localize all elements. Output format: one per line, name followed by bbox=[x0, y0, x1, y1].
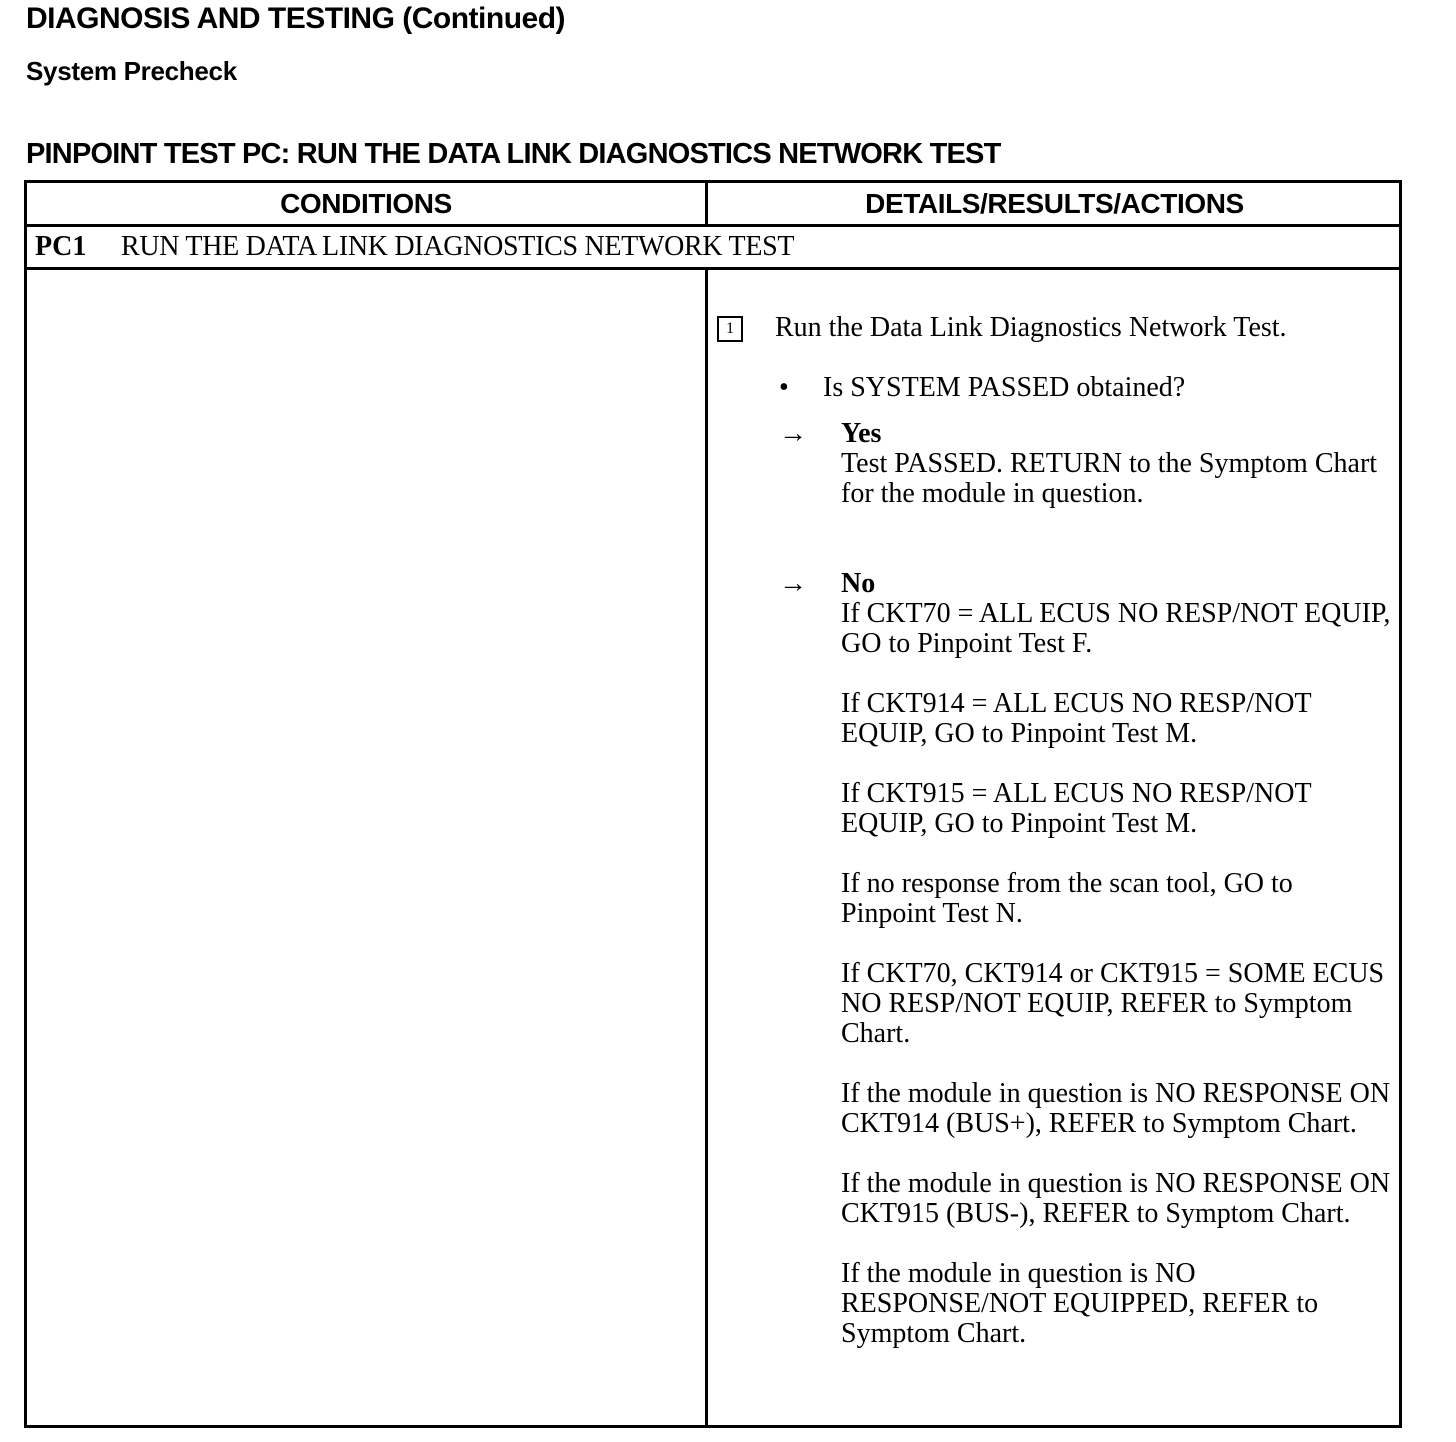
answer-no-item: If the module in question is NO RESPONSE/NOT EQUIPPED, REFER to Symptom Chart. bbox=[841, 1258, 1319, 1349]
step-question: Is SYSTEM PASSED obtained? bbox=[823, 372, 1186, 403]
column-divider bbox=[705, 183, 708, 227]
answer-no bbox=[841, 569, 1391, 1349]
arrow-right-icon: → bbox=[779, 568, 807, 599]
answer-yes bbox=[841, 419, 1391, 509]
section-subtitle: System Precheck bbox=[26, 56, 237, 86]
answer-no-label: No bbox=[841, 568, 876, 599]
answer-no-item: If CKT915 = ALL ECUS NO RESP/NOT EQUIP, GO to Pinpoint Test M. bbox=[841, 778, 1312, 839]
step-title: RUN THE DATA LINK DIAGNOSTICS NETWORK TEST bbox=[121, 231, 795, 262]
step-row bbox=[27, 227, 1399, 270]
step-id: PC1 bbox=[35, 231, 87, 262]
answer-no-item: If the module in question is NO RESPONSE ON CKT914 (BUS+), REFER to Symptom Chart. bbox=[841, 1078, 1391, 1139]
table-header-row bbox=[27, 183, 1399, 227]
column-divider bbox=[705, 270, 708, 1425]
bullet-icon: • bbox=[779, 372, 789, 403]
answer-yes-text: Test PASSED. RETURN to the Symptom Chart for the module in question. bbox=[841, 448, 1378, 509]
answer-no-item: If the module in question is NO RESPONSE ON CKT915 (BUS-), REFER to Symptom Chart. bbox=[841, 1168, 1391, 1229]
step-instruction: Run the Data Link Diagnostics Network Test. bbox=[775, 312, 1287, 343]
step-number-box: 1 bbox=[717, 316, 743, 342]
answer-no-item: If CKT70 = ALL ECUS NO RESP/NOT EQUIP, GO to Pinpoint Test F. bbox=[841, 598, 1391, 659]
answer-no-item: If CKT914 = ALL ECUS NO RESP/NOT EQUIP, GO to Pinpoint Test M. bbox=[841, 688, 1312, 749]
pinpoint-test-table bbox=[24, 180, 1402, 1428]
arrow-right-icon: → bbox=[779, 418, 807, 449]
conditions-column-header: CONDITIONS bbox=[280, 187, 452, 219]
answer-yes-label: Yes bbox=[841, 418, 882, 449]
page-title: DIAGNOSIS AND TESTING (Continued) bbox=[26, 2, 566, 35]
answer-no-item: If CKT70, CKT914 or CKT915 = SOME ECUS NO RESP/NOT EQUIP, REFER to Symptom Chart. bbox=[841, 958, 1385, 1049]
answer-no-item: If no response from the scan tool, GO to Pinpoint Test N. bbox=[841, 868, 1293, 929]
details-column-header: DETAILS/RESULTS/ACTIONS bbox=[865, 187, 1244, 219]
pinpoint-test-title: PINPOINT TEST PC: RUN THE DATA LINK DIAGNOSTICS NETWORK TEST bbox=[26, 138, 1001, 170]
